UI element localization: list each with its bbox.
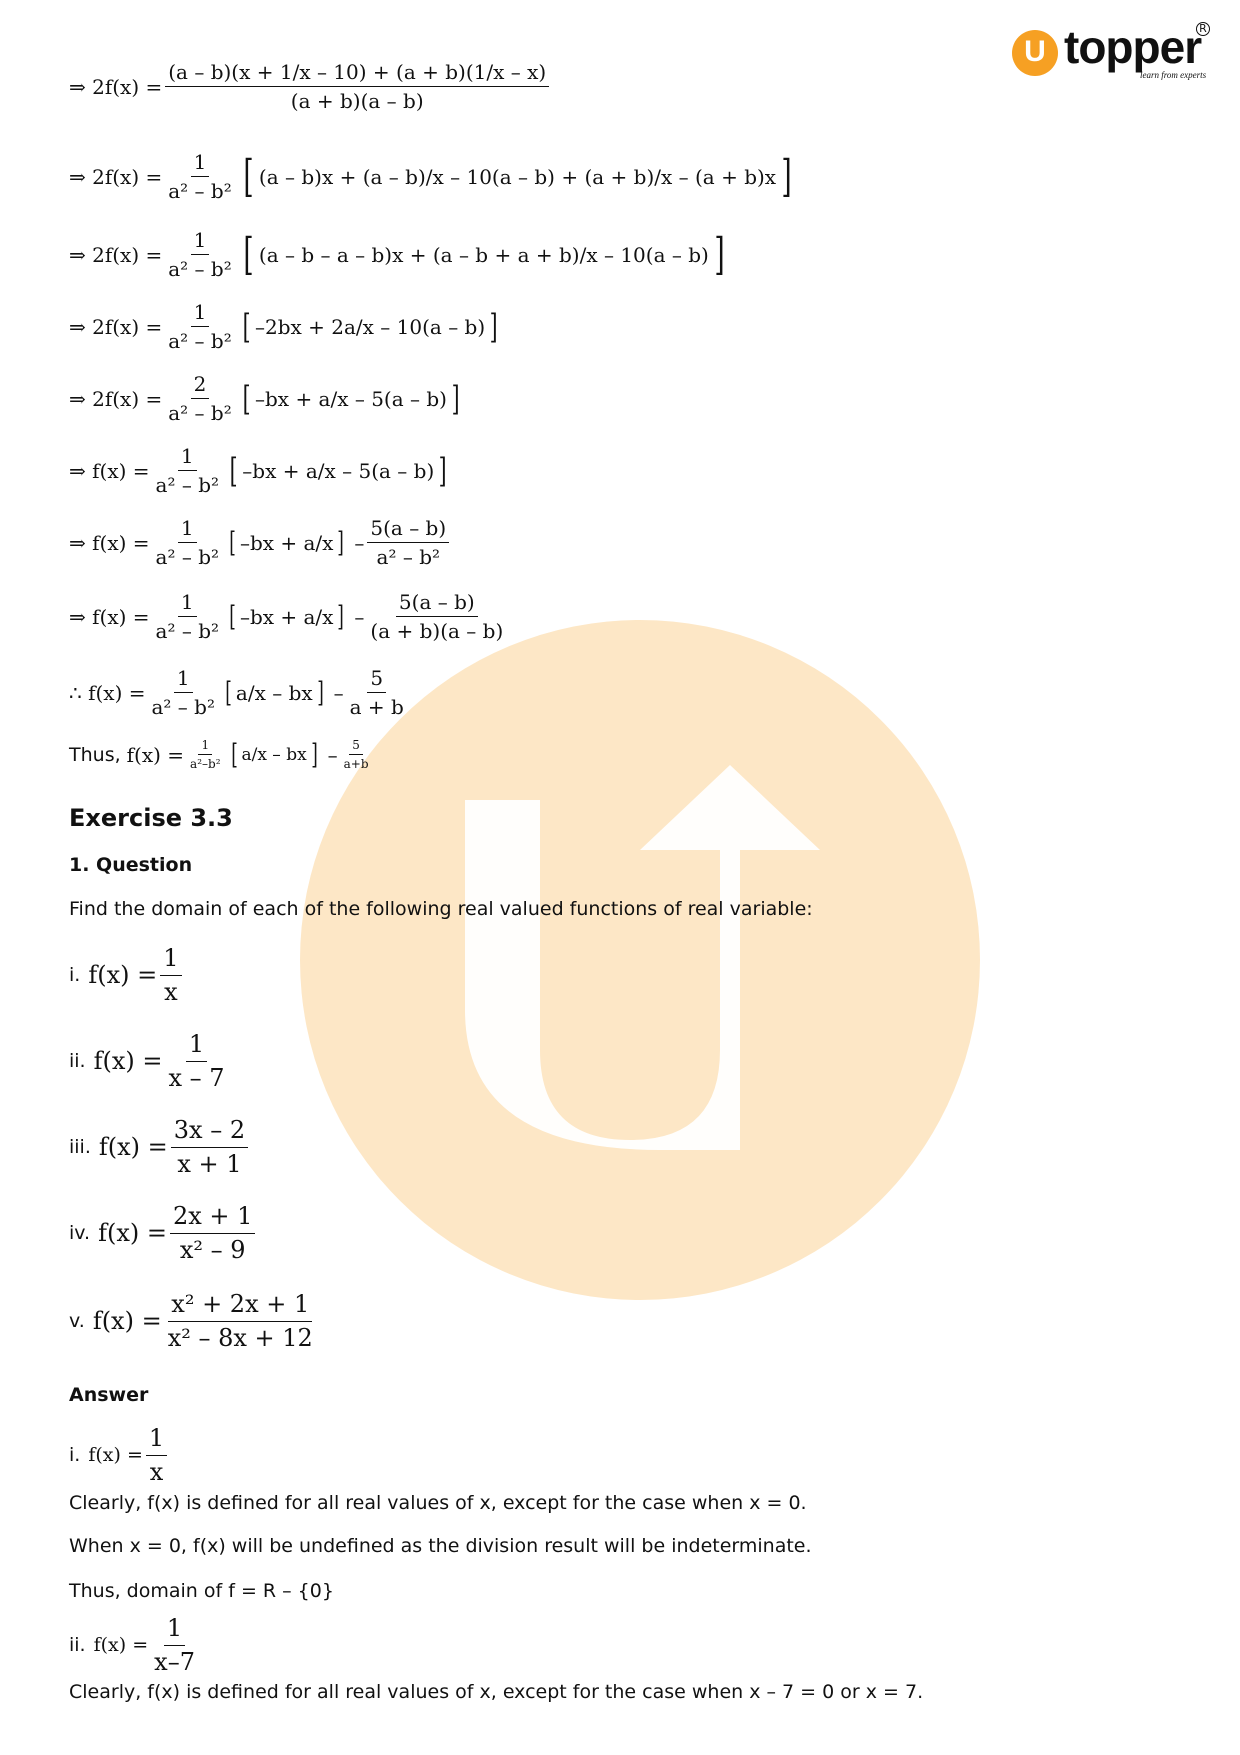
coef-denominator: a² – b² — [168, 329, 232, 353]
coef-numerator: 1 — [178, 590, 197, 617]
step-numerator: (a – b)(x + 1/x – 10) + (a + b)(1/x – x) — [165, 60, 549, 87]
right-bracket: ] — [337, 599, 345, 633]
step-body: –bx + a/x — [239, 604, 334, 629]
right-bracket: ] — [438, 450, 447, 491]
coef-numerator: 1 — [178, 516, 197, 543]
thus-lhs: f(x) = — [126, 742, 185, 767]
left-bracket: [ — [242, 306, 251, 347]
left-bracket: [ — [230, 737, 238, 771]
item-numerator: 1 — [146, 1424, 167, 1456]
step-lhs: ⇒ f(x) = — [69, 458, 150, 483]
derivation-step-1 — [69, 60, 552, 113]
right-bracket: ] — [714, 228, 725, 280]
left-bracket: [ — [229, 599, 236, 633]
derivation-step-6 — [69, 444, 452, 497]
step-body: –bx + a/x – 5(a – b) — [255, 386, 447, 411]
step-body: –bx + a/x – 5(a – b) — [242, 458, 435, 483]
coef-denominator: a² – b² — [155, 473, 220, 497]
topper-logo — [1012, 20, 1212, 90]
thus-line: Thus, f(x) = $\frac{1}{\text{a²–b²}}$ [ a/x – bx ] – $\frac{5}{a+b}$ — [69, 738, 375, 772]
coef-denominator: a² – b² — [155, 545, 220, 569]
left-bracket: [ — [229, 525, 236, 559]
logo-mark: U — [1012, 30, 1058, 76]
step-lhs: ⇒ 2f(x) = — [69, 386, 163, 411]
question-item-i: i. f(x) = $\frac{1}{x}$ — [69, 944, 185, 1007]
item-label: iii. — [69, 1136, 91, 1159]
item-numerator: 1 — [160, 944, 181, 976]
step-lhs: ⇒ 2f(x) = — [69, 164, 163, 189]
item-denominator: x — [149, 1457, 164, 1486]
item-denominator: x + 1 — [177, 1149, 242, 1178]
tail-denominator: a+b — [343, 757, 369, 772]
logo-tagline: learn from experts — [1140, 70, 1207, 80]
coef-denominator: a² – b² — [151, 695, 215, 719]
item-denominator: x–7 — [154, 1647, 195, 1676]
left-bracket: [ — [243, 150, 254, 202]
coef-denominator: a² – b² — [168, 179, 232, 203]
right-bracket: ] — [451, 378, 460, 419]
derivation-step-2 — [69, 150, 797, 203]
right-bracket: ] — [337, 525, 345, 559]
answer-line-4: Clearly, f(x) is defined for all real values of x, except for the case when x – 7 = 0 or x = 7. — [69, 1681, 924, 1703]
derivation-step-5 — [69, 372, 464, 425]
answer-item-i: i. f(x) = $\frac{1}{x}$ — [69, 1424, 170, 1487]
item-numerator: 2x + 1 — [170, 1202, 255, 1234]
tail-denominator: a² – b² — [376, 545, 441, 569]
item-numerator: 1 — [164, 1614, 185, 1646]
item-denominator: x — [164, 977, 178, 1006]
derivation-step-4 — [69, 300, 502, 353]
tail-numerator: 5 — [349, 738, 363, 755]
question-item-ii: ii. f(x) = $\frac{1}{x - 7}$ — [69, 1030, 231, 1093]
watermark-logo — [300, 620, 980, 1300]
item-numerator: x² + 2x + 1 — [168, 1290, 312, 1322]
item-label: i. — [69, 964, 81, 987]
answer-line-2: When x = 0, f(x) will be undefined as the division result will be indeterminate. — [69, 1535, 812, 1557]
question-title: 1. Question — [69, 854, 193, 876]
step-lhs: ⇒ 2f(x) = — [69, 242, 163, 267]
tail-denominator: a + b — [349, 695, 404, 719]
step-body: (a – b)x + (a – b)/x – 10(a – b) + (a + b)/x – (a + b)x — [258, 164, 777, 189]
item-label: ii. — [69, 1634, 86, 1657]
item-label: i. — [69, 1444, 81, 1467]
item-label: iv. — [69, 1222, 91, 1245]
derivation-step-3 — [69, 228, 730, 281]
coef-denominator: a² – b² — [168, 257, 232, 281]
step-body: a/x – bx — [235, 680, 313, 705]
left-bracket: [ — [229, 450, 238, 491]
item-denominator: x² – 9 — [179, 1235, 246, 1264]
coef-numerator: 1 — [191, 150, 210, 177]
logo-word: topper — [1064, 21, 1202, 73]
tail-numerator: 5(a – b) — [367, 516, 449, 543]
coef-numerator: 2 — [191, 372, 210, 399]
item-denominator: x – 7 — [168, 1063, 225, 1092]
item-denominator: x² – 8x + 12 — [167, 1323, 313, 1352]
registered-icon: R — [1196, 22, 1210, 36]
derivation-step-8: ⇒ f(x) = $\frac{1}{\text{a² – b²}}$ [ –bx + a/x ] – $\frac{5(a - b)}{(a + b)(a - b)}$ — [69, 590, 509, 643]
step-body: –2bx + 2a/x – 10(a – b) — [255, 314, 486, 339]
left-bracket: [ — [242, 378, 251, 419]
step-lhs: ⇒ f(x) = — [69, 604, 150, 629]
derivation-step-9: ∴ f(x) = $\frac{1}{\text{a² – b²}}$ [ a/x – bx ] – $\frac{5}{a + b}$ — [69, 666, 410, 719]
question-text: Find the domain of each of the following real valued functions of real variable: — [69, 898, 813, 920]
item-label: ii. — [69, 1050, 86, 1073]
coef-numerator: 1 — [174, 666, 193, 693]
coef-denominator: a² – b² — [155, 619, 220, 643]
left-bracket: [ — [243, 228, 254, 280]
item-label: v. — [69, 1310, 85, 1333]
question-item-iii: iii. f(x) = $\frac{3x - 2}{x + 1}$ — [69, 1116, 251, 1179]
tail-numerator: 5(a – b) — [396, 590, 478, 617]
right-bracket: ] — [316, 675, 324, 709]
answer-item-ii: ii. f(x) = $\frac{1}{x-7}$ — [69, 1614, 201, 1677]
left-bracket: [ — [225, 675, 232, 709]
derivation-step-7: ⇒ f(x) = $\frac{1}{\text{a² – b²}}$ [ –bx + a/x ] – $\frac{5(a - b)}{\text{a² – b²}}$ — [69, 516, 452, 569]
answer-line-3: Thus, domain of f = R – {0} — [69, 1580, 334, 1602]
coef-denominator: a²–b² — [190, 757, 221, 772]
step-lhs: ⇒ f(x) = — [69, 530, 150, 555]
thus-body: a/x – bx — [241, 744, 307, 765]
exercise-title: Exercise 3.3 — [69, 804, 233, 832]
step-lhs: ⇒ 2f(x) = — [69, 74, 163, 99]
step-denominator: (a + b)(a – b) — [290, 89, 424, 113]
right-bracket: ] — [489, 306, 498, 347]
item-numerator: 3x – 2 — [171, 1116, 248, 1148]
coef-numerator: 1 — [198, 738, 212, 755]
coef-denominator: a² – b² — [168, 401, 232, 425]
coef-numerator: 1 — [191, 228, 210, 255]
answer-line-1: Clearly, f(x) is defined for all real values of x, except for the case when x = 0. — [69, 1492, 807, 1514]
step-body: –bx + a/x — [239, 530, 334, 555]
step-body: (a – b – a – b)x + (a – b + a + b)/x – 10(a – b) — [258, 242, 709, 267]
answer-title: Answer — [69, 1384, 149, 1406]
tail-numerator: 5 — [367, 666, 386, 693]
item-numerator: 1 — [186, 1030, 207, 1062]
thus-prefix: Thus, — [69, 743, 121, 766]
coef-numerator: 1 — [191, 300, 210, 327]
right-bracket: ] — [781, 150, 792, 202]
step-lhs: ∴ f(x) = — [69, 680, 146, 705]
tail-denominator: (a + b)(a – b) — [370, 619, 504, 643]
question-item-iv: iv. f(x) = $\frac{2x + 1}{\text{x² – 9}}$ — [69, 1202, 258, 1265]
step-lhs: ⇒ 2f(x) = — [69, 314, 163, 339]
right-bracket: ] — [310, 737, 318, 771]
question-item-v: v. f(x) = $\frac{\text{x² + 2x + 1}}{\text{x² – 8x + 12}}$ — [69, 1290, 319, 1353]
coef-numerator: 1 — [178, 444, 197, 471]
